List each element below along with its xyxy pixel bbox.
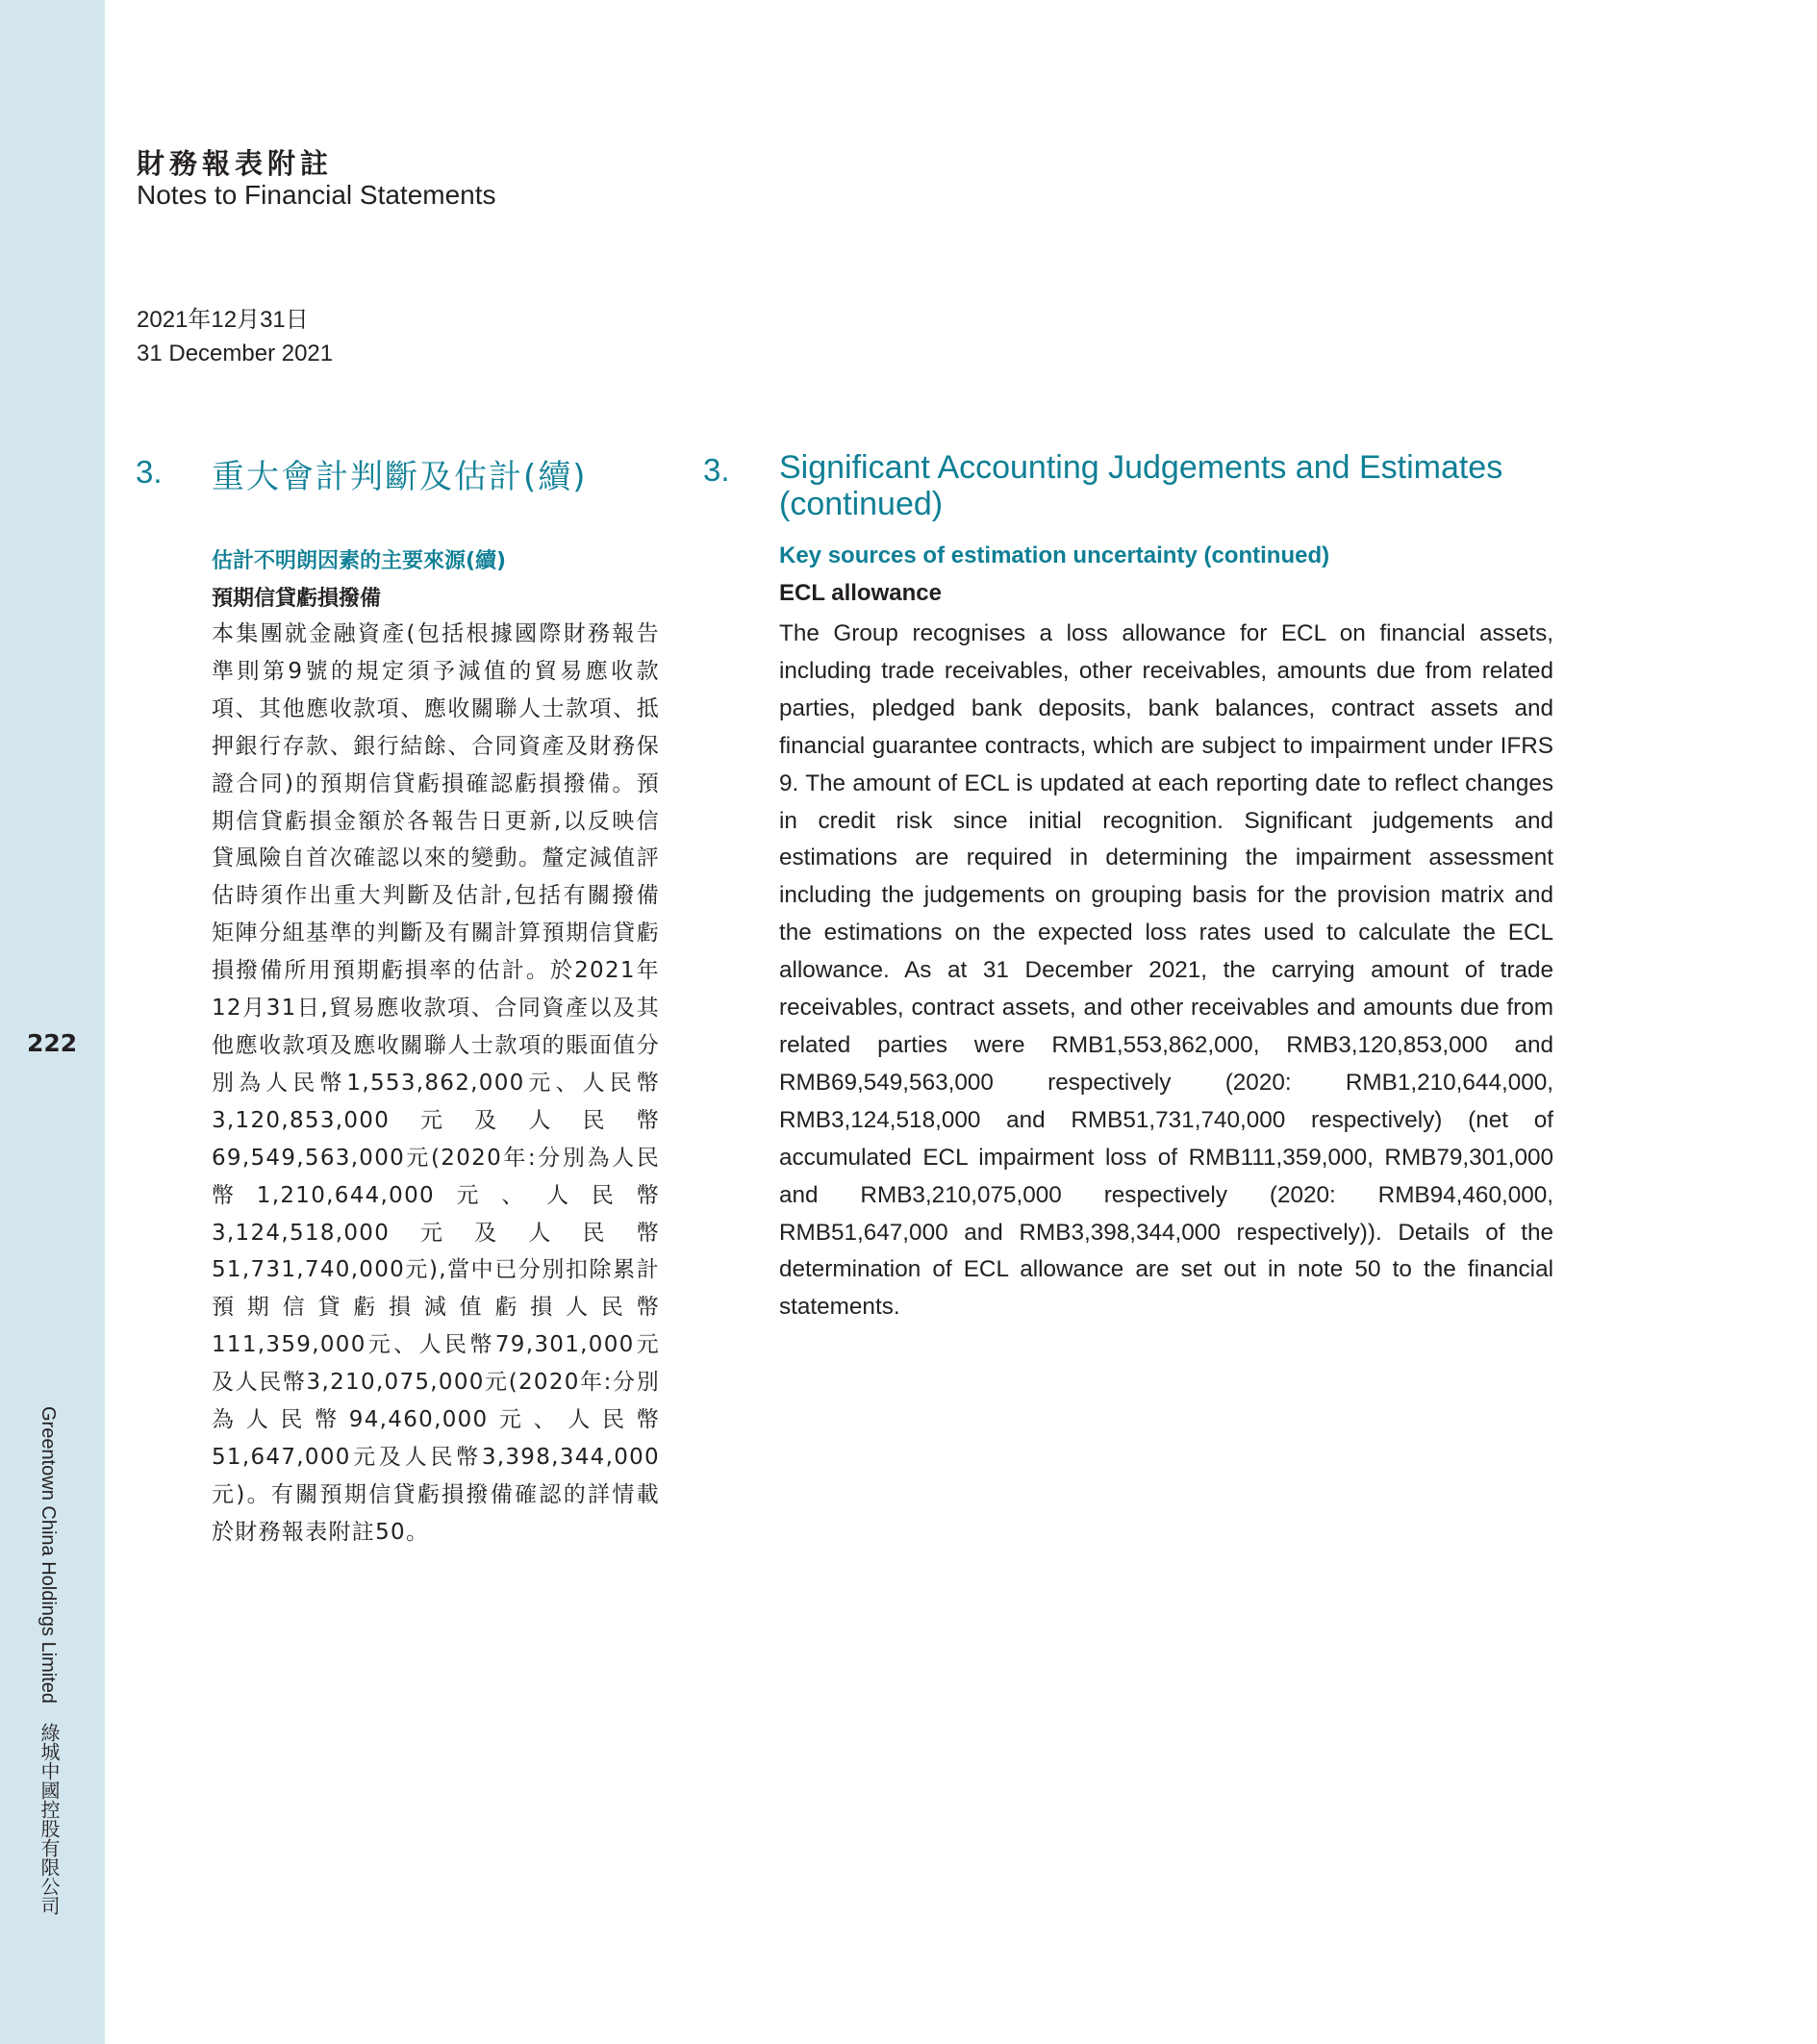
section-title-cn: 重大會計判斷及估計(續) <box>212 458 588 496</box>
section-number-cn: 3. <box>136 454 163 490</box>
section-number-en: 3. <box>703 452 730 488</box>
body-paragraph-en: The Group recognises a loss allowance for ECL on financial assets, including trade receivables, other receivables, amounts due from related parties, pledged bank deposits, bank balances, contract assets and financial guarantee contracts, which are subject to impairment under IFRS 9. The amount of ECL is updated at each reporting date to reflect changes in credit risk since initial recognition. Significant judgements and estimations are required in determining the impairment assessment including the judgements on grouping basis for the provision matrix and the estimations on the expected loss rates used to calculate the ECL allowance. As at 31 December 2021, the carrying amount of trade receivables, contract assets, and other receivables and amounts due from related parties were RMB1,553,862,000, RMB3,120,853,000 and RMB69,549,563,000 respectively (2020: RMB1,210,644,000, RMB3,124,518,000 and RMB51,731,740,000 respectively) (net of accumulated ECL impairment loss of RMB111,359,000, RMB79,301,000 and RMB3,210,075,000 respectively (2020: RMB94,460,000, RMB51,647,000 and RMB3,398,344,000 respectively)). Details of the determination of ECL allowance are set out in note 50 to the financial statements. <box>779 620 1553 1321</box>
page-number: 222 <box>27 1029 78 1057</box>
header-title-en: Notes to Financial Statements <box>137 180 496 210</box>
subsection-heading-cn: 估計不明朗因素的主要來源(續) <box>212 549 507 573</box>
subsection-heading-en: Key sources of estimation uncertainty (continued) <box>779 543 1330 568</box>
subsection-subheading-cn: 預期信貸虧損撥備 <box>212 587 382 611</box>
body-paragraph-cn: 本集團就金融資產(包括根據國際財務報告準則第9號的規定須予減值的貿易應收款項、其他應收款項、應收關聯人士款項、抵押銀行存款、銀行結餘、合同資產及財務保證合同)的預期信貸虧損確認虧損撥備。預期信貸虧損金額於各報告日更新,以反映信貸風險自首次確認以來的變動。釐定減值評估時須作出重大判斷及估計,包括有關撥備矩陣分組基準的判斷及有關計算預期信貸虧損撥備所用預期虧損率的估計。於2021年12月31日,貿易應收款項、合同資產以及其他應收款項及應收關聯人士款項的賬面值分別為人民幣1,553,862,000元、人民幣3,120,853,000元及人民幣69,549,563,000元(2020年:分別為人民幣1,210,644,000元、人民幣3,124,518,000元及人民幣51,731,740,000元),當中已分別扣除累計預期信貸虧損減值虧損人民幣111,359,000元、人民幣79,301,000元及人民幣3,210,075,000元(2020年:分別為人民幣94,460,000元、人民幣51,647,000元及人民幣3,398,344,000元)。有關預期信貸虧損撥備確認的詳情載於財務報表附註50。 <box>212 621 660 1545</box>
company-name-cn: 綠城中國控股有限公司 <box>38 1723 59 1916</box>
date-cn: 2021年12月31日 <box>137 307 309 333</box>
subsection-subheading-en: ECL allowance <box>779 580 942 606</box>
header-title-cn: 財務報表附註 <box>137 147 334 180</box>
company-name-en: Greentown China Holdings Limited <box>38 1406 59 1704</box>
date-en: 31 December 2021 <box>137 341 334 366</box>
section-title-en: Significant Accounting Judgements and Estimates (continued) <box>779 449 1503 522</box>
company-name-vertical <box>38 1406 58 1915</box>
